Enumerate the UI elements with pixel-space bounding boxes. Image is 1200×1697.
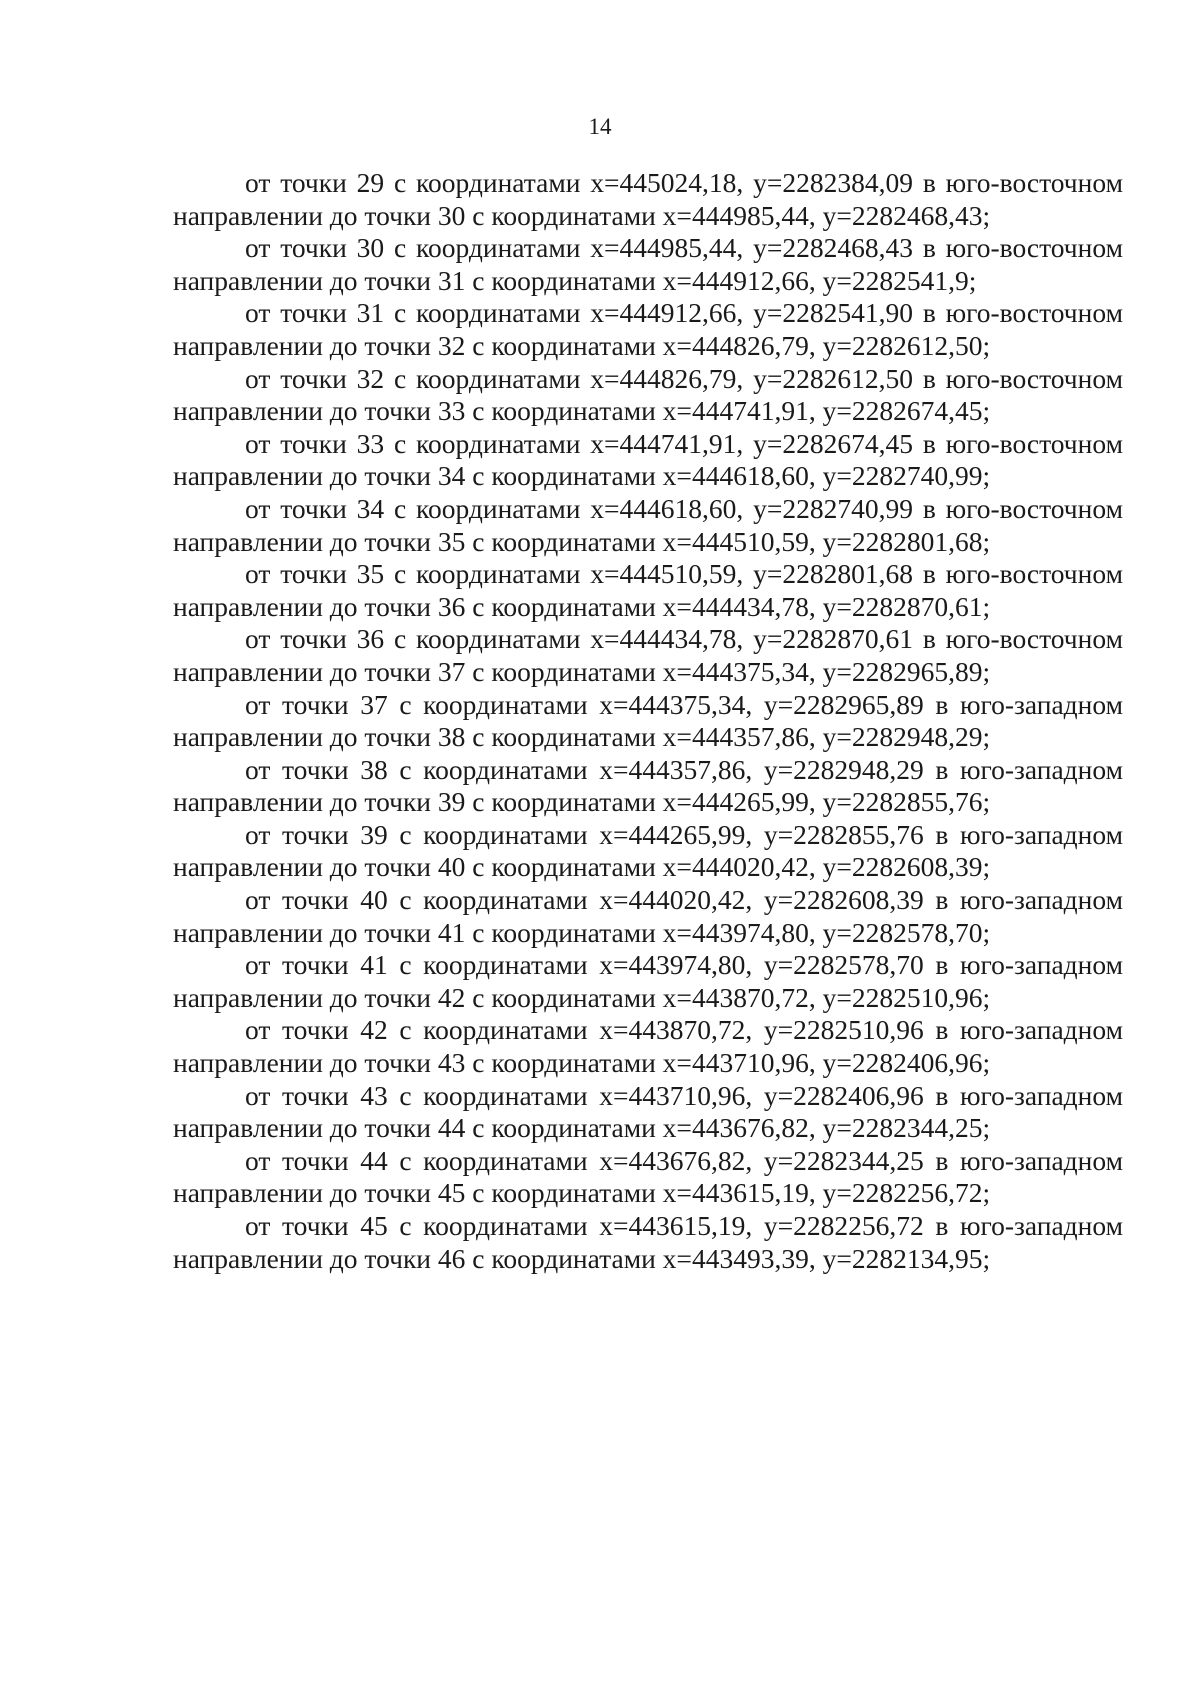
boundary-segment-41-42: от точки 41 с координатами х=443974,80, у=2282578,70 в юго-западном направлении до точки 42 с координатами х=443870,72, у=2282510,96; <box>173 949 1123 1013</box>
boundary-segment-40-41: от точки 40 с координатами х=444020,42, у=2282608,39 в юго-западном направлении до точки 41 с координатами х=443974,80, у=2282578,70; <box>173 884 1123 948</box>
boundary-segment-32-33: от точки 32 с координатами х=444826,79, у=2282612,50 в юго-восточном направлении до точки 33 с координатами х=444741,91, у=2282674,45; <box>173 362 1123 427</box>
boundary-segment-42-43: от точки 42 с координатами х=443870,72, у=2282510,96 в юго-западном направлении до точки 43 с координатами х=443710,96, у=2282406,96; <box>173 1014 1123 1079</box>
boundary-segment-31-32: от точки 31 с координатами х=444912,66, у=2282541,90 в юго-восточном направлении до точки 32 с координатами х=444826,79, у=2282612,50; <box>173 297 1123 361</box>
boundary-segment-33-34: от точки 33 с координатами х=444741,91, у=2282674,45 в юго-восточном направлении до точки 34 с координатами х=444618,60, у=2282740,99; <box>173 427 1123 492</box>
boundary-segment-39-40: от точки 39 с координатами х=444265,99, у=2282855,76 в юго-западном направлении до точки 40 с координатами х=444020,42, у=2282608,39; <box>173 818 1123 883</box>
boundary-segment-30-31: от точки 30 с координатами х=444985,44, у=2282468,43 в юго-восточном направлении до точки 31 с координатами х=444912,66, у=2282541,9; <box>173 232 1123 296</box>
boundary-segment-36-37: от точки 36 с координатами х=444434,78, у=2282870,61 в юго-восточном направлении до точки 37 с координатами х=444375,34, у=2282965,89; <box>173 623 1123 687</box>
boundary-segment-45-46: от точки 45 с координатами х=443615,19, у=2282256,72 в юго-западном направлении до точки 46 с координатами х=443493,39, у=2282134,95; <box>173 1210 1123 1274</box>
boundary-segment-34-35: от точки 34 с координатами х=444618,60, у=2282740,99 в юго-восточном направлении до точки 35 с координатами х=444510,59, у=2282801,68; <box>173 492 1123 557</box>
page-number: 14 <box>588 114 612 139</box>
boundary-segment-38-39: от точки 38 с координатами х=444357,86, у=2282948,29 в юго-западном направлении до точки 39 с координатами х=444265,99, у=2282855,76; <box>173 753 1123 818</box>
boundary-segment-43-44: от точки 43 с координатами х=443710,96, у=2282406,96 в юго-западном направлении до точки 44 с координатами х=443676,82, у=2282344,25; <box>173 1079 1123 1144</box>
document-body <box>173 167 1123 1275</box>
boundary-segment-35-36: от точки 35 с координатами х=444510,59, у=2282801,68 в юго-восточном направлении до точки 36 с координатами х=444434,78, у=2282870,61; <box>173 558 1123 622</box>
boundary-segment-29-30: от точки 29 с координатами х=445024,18, у=2282384,09 в юго-восточном направлении до точки 30 с координатами х=444985,44, у=2282468,43; <box>173 167 1123 231</box>
boundary-segment-37-38: от точки 37 с координатами х=444375,34, у=2282965,89 в юго-западном направлении до точки 38 с координатами х=444357,86, у=2282948,29; <box>173 688 1123 753</box>
boundary-segment-44-45: от точки 44 с координатами х=443676,82, у=2282344,25 в юго-западном направлении до точки 45 с координатами х=443615,19, у=2282256,72; <box>173 1144 1123 1209</box>
